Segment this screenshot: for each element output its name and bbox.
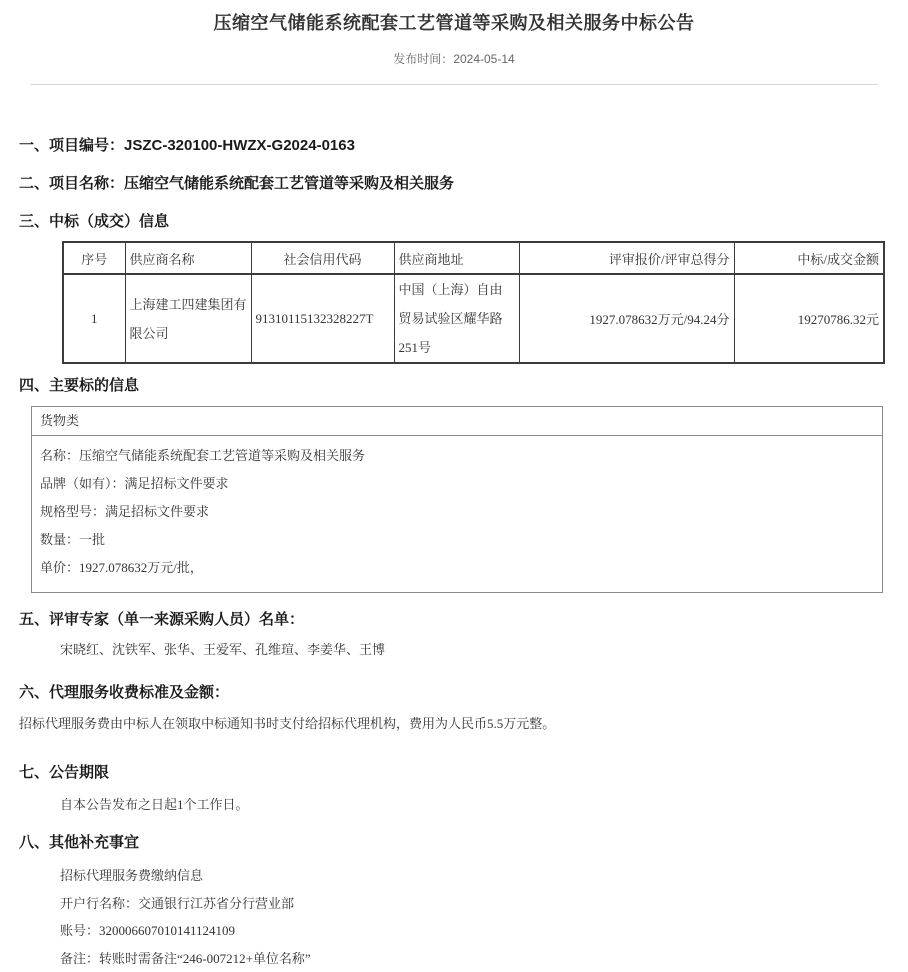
agency-fee-text: 招标代理服务费由中标人在领取中标通知书时支付给招标代理机构，费用为人民币5.5万元整。 bbox=[19, 716, 908, 732]
cell-supplier: 上海建工四建集团有限公司 bbox=[125, 274, 251, 363]
section-subject-info-heading: 四、主要标的信息 bbox=[19, 376, 908, 396]
col-header-bid-score: 评审报价/评审总得分 bbox=[519, 242, 734, 274]
cell-seq: 1 bbox=[63, 274, 125, 363]
publish-time-label: 发布时间： bbox=[393, 52, 453, 66]
goods-category: 货物类 bbox=[32, 407, 882, 436]
award-info-table bbox=[62, 241, 885, 364]
supplementary-lines bbox=[60, 862, 908, 972]
fee-payment-info-line: 招标代理服务费缴纳信息 bbox=[60, 862, 908, 890]
col-header-amount: 中标/成交金额 bbox=[734, 242, 884, 274]
table-header-row bbox=[63, 242, 884, 274]
goods-unit-price-line: 单价：1927.078632万元/批， bbox=[40, 554, 874, 582]
section-supplementary-heading: 八、其他补充事宜 bbox=[19, 833, 908, 853]
table-row bbox=[63, 274, 884, 363]
section-agency-fee-heading: 六、代理服务收费标准及金额： bbox=[19, 683, 908, 703]
page-title: 压缩空气储能系统配套工艺管道等采购及相关服务中标公告 bbox=[0, 0, 908, 35]
goods-details bbox=[32, 436, 882, 592]
account-number-line: 账号：320006607010141124109 bbox=[60, 917, 908, 945]
col-header-supplier: 供应商名称 bbox=[125, 242, 251, 274]
col-header-seq: 序号 bbox=[63, 242, 125, 274]
goods-brand-line: 品牌（如有）：满足招标文件要求 bbox=[40, 470, 874, 498]
publish-date: 2024-05-14 bbox=[453, 52, 514, 66]
section-award-info-heading: 三、中标（成交）信息 bbox=[19, 212, 908, 232]
cell-bid-score: 1927.078632万元/94.24分 bbox=[519, 274, 734, 363]
announcement-period-text: 自本公告发布之日起1个工作日。 bbox=[60, 797, 908, 813]
section-announcement-period-heading: 七、公告期限 bbox=[19, 763, 908, 783]
subject-info-box bbox=[31, 406, 883, 593]
transfer-note-line: 备注：转账时需备注“246-007212+单位名称” bbox=[60, 945, 908, 972]
cell-amount: 19270786.32元 bbox=[734, 274, 884, 363]
goods-quantity-line: 数量：一批 bbox=[40, 526, 874, 554]
section-experts-heading: 五、评审专家（单一来源采购人员）名单： bbox=[19, 610, 908, 630]
col-header-address: 供应商地址 bbox=[394, 242, 519, 274]
cell-credit-code: 91310115132328227T bbox=[251, 274, 394, 363]
expert-names: 宋晓红、沈铁军、张华、王爱军、孔维瑄、李姜华、王博 bbox=[60, 642, 908, 658]
col-header-credit-code: 社会信用代码 bbox=[251, 242, 394, 274]
header-divider bbox=[30, 84, 878, 85]
section-project-number-heading: 一、项目编号：JSZC-320100-HWZX-G2024-0163 bbox=[19, 136, 908, 156]
goods-spec-line: 规格型号：满足招标文件要求 bbox=[40, 498, 874, 526]
section-project-name-heading: 二、项目名称：压缩空气储能系统配套工艺管道等采购及相关服务 bbox=[19, 174, 908, 194]
publish-time bbox=[0, 50, 908, 67]
bank-name-line: 开户行名称：交通银行江苏省分行营业部 bbox=[60, 890, 908, 918]
cell-address: 中国（上海）自由贸易试验区耀华路251号 bbox=[394, 274, 519, 363]
goods-name-line: 名称：压缩空气储能系统配套工艺管道等采购及相关服务 bbox=[40, 442, 874, 470]
